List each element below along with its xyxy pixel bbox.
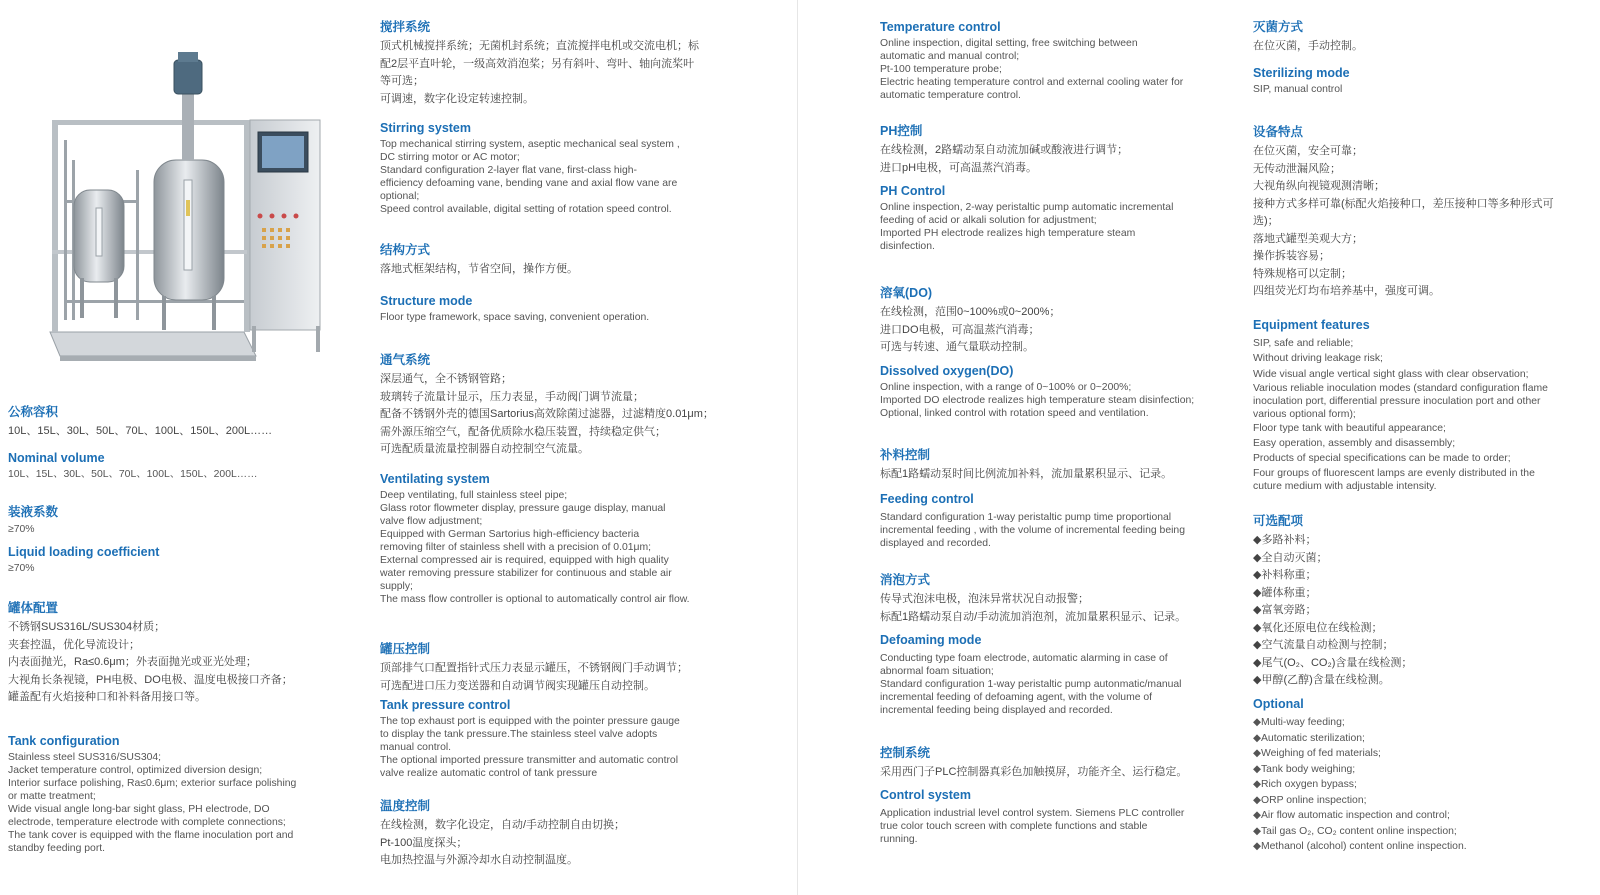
section-heading: 通气系统 — [380, 353, 431, 367]
text-line: Standard configuration 2-layer flat vane, first-class high- — [380, 165, 638, 176]
text-line: 不锈钢SUS316L/SUS304材质； — [8, 621, 166, 633]
section-heading: PH Control — [880, 184, 946, 198]
temp-en-section — [880, 19, 1230, 102]
feed-cn-section — [880, 447, 1230, 484]
list-item: ◆Weighing of fed materials; — [1253, 748, 1381, 759]
text-line: 顶式机械搅拌系统；无菌机封系统；直流搅拌电机或交流电机；标 — [380, 40, 699, 52]
structure-en-section — [380, 293, 725, 324]
list-item: ◆Methanol (alcohol) content online inspection. — [1253, 841, 1467, 852]
text-line: Easy operation, assembly and disassembly; — [1253, 438, 1456, 450]
text-line: ≥70% — [8, 563, 35, 574]
text-line: 在线检测，2路蠕动泵自动流加碱或酸液进行调节； — [880, 144, 1129, 156]
list-item: ◆罐体称重； — [1253, 586, 1317, 599]
text-line: The top exhaust port is equipped with the pointer pressure gauge — [380, 716, 680, 727]
text-line: Electric heating temperature control and external cooling water for — [880, 77, 1184, 88]
text-line: Pt-100 temperature probe; — [880, 64, 1002, 75]
section-heading: 溶氧(DO) — [880, 286, 933, 300]
text-line: incremental feeding of defoaming agent, with the volume of — [880, 692, 1153, 703]
section-heading: Structure mode — [380, 294, 473, 308]
text-line: Standard configuration 1-way peristaltic pump time proportional — [880, 512, 1172, 523]
steril-en-section — [1253, 65, 1588, 96]
text-line: Speed control available, digital setting of rotation speed control. — [380, 204, 672, 215]
text-line: Four groups of fluorescent lamps are evenly distributed in the — [1253, 467, 1535, 479]
section-heading: 可选配项 — [1253, 514, 1304, 528]
column-1 — [8, 0, 353, 895]
foam-cn-section — [880, 572, 1230, 626]
steril-cn-section — [1253, 19, 1588, 56]
text-line: Application industrial level control system. Siemens PLC controller — [880, 808, 1185, 819]
section-heading: 罐压控制 — [380, 642, 431, 656]
optional-cn-section — [1253, 513, 1588, 690]
list-item: ◆Air flow automatic inspection and control; — [1253, 810, 1450, 821]
text-line: running. — [880, 834, 918, 845]
section-heading: 补料控制 — [880, 448, 931, 462]
section-heading: Dissolved oxygen(DO) — [880, 364, 1014, 378]
text-line: External compressed air is required, equipped with high quality — [380, 555, 669, 566]
section-heading: 装液系数 — [8, 505, 59, 519]
text-line: removing filter of stainless shell with a precision of 0.01μm; — [380, 542, 652, 553]
section-heading: PH控制 — [880, 124, 923, 138]
text-line: 特殊规格可以定制； — [1253, 267, 1352, 280]
tank-cn-section — [8, 600, 353, 707]
text-line: SIP, manual control — [1253, 84, 1343, 95]
text-line: disinfection. — [880, 241, 935, 252]
text-line: SIP, safe and reliable; — [1253, 338, 1354, 349]
section-heading: Optional — [1253, 697, 1304, 711]
text-line: 内表面抛光，Ra≤0.6μm；外表面抛光或亚光处理； — [8, 656, 257, 668]
text-line: optional; — [380, 191, 420, 202]
text-line: 进口pH电极，可高温蒸汽消毒。 — [880, 161, 1038, 174]
nominal-volume-cn-section — [8, 404, 353, 441]
text-line: 标配1路蠕动泵时间比例流加补料，流加量累积显示、记录。 — [880, 468, 1173, 480]
list-item: ◆氧化还原电位在线检测； — [1253, 621, 1383, 634]
text-line: Equipped with German Sartorius high-efficiency bacteria — [380, 529, 640, 540]
text-line: 落地式罐型美观大方； — [1253, 232, 1363, 245]
page-fold-divider — [797, 0, 798, 895]
section-heading: 温度控制 — [380, 799, 431, 813]
text-line: 在位灭菌，安全可靠； — [1253, 145, 1363, 157]
text-line: cuture medium with adjustable intensity. — [1253, 480, 1437, 492]
column-3 — [880, 0, 1230, 895]
text-line: Jacket temperature control, optimized diversion design; — [8, 765, 263, 776]
features-cn-section — [1253, 124, 1588, 301]
control-cn-section — [880, 745, 1230, 782]
text-line: 在位灭菌，手动控制。 — [1253, 40, 1363, 52]
text-line: electrode, temperature electrode with complete connections; — [8, 817, 286, 828]
ph-cn-section — [880, 123, 1230, 177]
section-heading: 结构方式 — [380, 243, 431, 257]
text-line: Online inspection, digital setting, free switching between — [880, 38, 1138, 49]
text-line: 等可选； — [380, 75, 424, 87]
vent-en-section — [380, 471, 725, 606]
pressure-cn-section — [380, 641, 725, 695]
list-item: ◆Automatic sterilization; — [1253, 732, 1365, 744]
list-item: ◆尾气(O₂、CO₂)含量在线检测； — [1253, 656, 1413, 669]
nominal-volume-en-section — [8, 450, 353, 481]
text-line: 玻璃转子流量计显示，压力表显，手动阀门调节流量； — [380, 390, 644, 403]
text-line: 采用西门子PLC控制器真彩色加触摸屏，功能齐全、运行稳定。 — [880, 766, 1188, 778]
loading-en-section — [8, 544, 353, 575]
text-line: standby feeding port. — [8, 843, 106, 854]
list-item: ◆甲醇(乙醇)含量在线检测。 — [1253, 674, 1390, 686]
text-line: Imported PH electrode realizes high temperature steam — [880, 228, 1136, 239]
text-line: Deep ventilating, full stainless steel pipe; — [380, 490, 568, 501]
text-line: Products of special specifications can be made to order; — [1253, 453, 1511, 465]
text-line: valve flow adjustment; — [380, 516, 483, 527]
text-line: 配备不锈钢外壳的德国Sartorius高效除菌过滤器，过滤精度0.01μm； — [380, 408, 714, 420]
text-line: or matte treatment; — [8, 791, 96, 802]
text-line: Stainless steel SUS316/SUS304; — [8, 752, 162, 763]
text-line: The optional imported pressure transmitter and automatic control — [380, 755, 679, 766]
text-line: Interior surface polishing, Ra≤0.6μm; exterior surface polishing — [8, 778, 297, 789]
text-line: Top mechanical stirring system, aseptic mechanical seal system , — [380, 139, 680, 150]
section-heading: 搅拌系统 — [380, 20, 431, 34]
do-en-section — [880, 363, 1230, 420]
foam-en-section — [880, 632, 1230, 717]
text-line: supply; — [380, 581, 413, 592]
text-line: automatic and manual control; — [880, 51, 1020, 62]
text-line: incremental feeding being displayed and recorded. — [880, 705, 1113, 716]
text-line: 电加热控温与外源冷却水自动控制温度。 — [380, 854, 578, 866]
text-line: Wide visual angle long-bar sight glass, PH electrode, DO — [8, 804, 270, 815]
text-line: 10L、15L、30L、50L、70L、100L、150L、200L…… — [8, 469, 258, 480]
text-line: valve realize automatic control of tank pressure — [380, 768, 598, 779]
tank-en-section — [8, 733, 353, 855]
text-line: Floor type tank with beautiful appearance; — [1253, 422, 1446, 434]
column-4 — [1253, 0, 1588, 895]
text-line: 可选与转速、通气量联动控制。 — [880, 341, 1034, 353]
list-item: ◆补料称重； — [1253, 569, 1317, 581]
text-line: 在线检测，范围0~100%或0~200%； — [880, 306, 1061, 318]
section-heading: Nominal volume — [8, 451, 105, 465]
optional-en-section — [1253, 696, 1588, 855]
ph-en-section — [880, 183, 1230, 253]
text-line: Pt-100温度探头； — [380, 836, 468, 849]
list-item: ◆空气流量自动检测与控制； — [1253, 639, 1394, 651]
pressure-en-section — [380, 697, 725, 780]
text-line: Online inspection, 2-way peristaltic pump automatic incremental — [880, 202, 1174, 213]
text-line: 罐盖配有火焰接种口和补料备用接口等。 — [8, 691, 206, 703]
section-heading: Temperature control — [880, 20, 1001, 34]
section-heading: Control system — [880, 788, 971, 802]
text-line: true color touch screen with complete functions and stable — [880, 821, 1148, 832]
text-line: feeding of acid or alkali solution for adjustment; — [880, 215, 1097, 226]
list-item: ◆Rich oxygen bypass; — [1253, 779, 1357, 790]
text-line: 夹套控温，优化导流设计； — [8, 638, 140, 651]
text-line: Conducting type foam electrode, automatic alarming in case of — [880, 653, 1168, 664]
do-cn-section — [880, 285, 1230, 357]
text-line: Standard configuration 1-way peristaltic pump autonmatic/manual — [880, 679, 1182, 690]
text-line: water removing pressure stabilizer for continuous and stable air — [380, 568, 672, 579]
text-line: ≥70% — [8, 524, 35, 535]
section-heading: Tank pressure control — [380, 698, 511, 712]
text-line: 可调速，数字化设定转速控制。 — [380, 92, 534, 105]
text-line: Optional, linked control with rotation speed and ventilation. — [880, 408, 1149, 419]
control-en-section — [880, 787, 1230, 846]
list-item: ◆Tank body weighing; — [1253, 763, 1356, 775]
text-line: 落地式框架结构，节省空间，操作方便。 — [380, 263, 578, 275]
section-heading: Defoaming mode — [880, 633, 982, 647]
text-line: to display the tank pressure.The stainless steel valve adopts — [380, 729, 658, 740]
column-2 — [380, 0, 725, 895]
text-line: Floor type framework, space saving, convenient operation. — [380, 312, 650, 323]
text-line: Without driving leakage risk; — [1253, 353, 1383, 365]
section-heading: Sterilizing mode — [1253, 66, 1350, 80]
loading-cn-section — [8, 504, 353, 536]
text-line: 顶部排气口配置指针式压力表显示罐压，不锈钢阀门手动调节； — [380, 662, 688, 674]
text-line: 大视角纵向视镜观测清晰； — [1253, 180, 1385, 192]
section-heading: Equipment features — [1253, 318, 1370, 332]
section-heading: 控制系统 — [880, 746, 931, 760]
text-line: automatic temperature control. — [880, 90, 1021, 101]
text-line: 配2层平直叶轮，一级高效消泡桨；另有斜叶、弯叶、轴向流桨叶 — [380, 57, 695, 70]
text-line: 进口DO电极，可高温蒸汽消毒； — [880, 323, 1040, 336]
text-line: Online inspection, with a range of 0~100% or 0~200%; — [880, 382, 1132, 393]
text-line: The tank cover is equipped with the flame inoculation port and — [8, 830, 294, 841]
text-line: Various reliable inoculation modes (standard configuration flame — [1253, 382, 1548, 394]
section-heading: Ventilating system — [380, 472, 490, 486]
section-heading: 公称容积 — [8, 405, 59, 419]
text-line: 在线检测，数字化设定，自动/手动控制自由切换； — [380, 819, 626, 831]
stirring-en-section — [380, 120, 725, 216]
list-item: ◆多路补料； — [1253, 534, 1317, 546]
text-line: Imported DO electrode realizes high temperature steam disinfection; — [880, 395, 1195, 406]
text-line: 标配1路蠕动泵自动/手动流加消泡剂，流加量累积显示、记录。 — [880, 610, 1187, 623]
list-item: ◆Multi-way feeding; — [1253, 717, 1345, 728]
text-line: Wide visual angle vertical sight glass with clear observation; — [1253, 368, 1529, 380]
text-line: various optional form); — [1253, 408, 1356, 420]
section-heading: Liquid loading coefficient — [8, 545, 160, 559]
text-line: The mass flow controller is optional to automatically control air flow. — [380, 594, 690, 605]
text-line: 10L、15L、30L、50L、70L、100L、150L、200L…… — [8, 425, 273, 437]
text-line: 无传动泄漏风险； — [1253, 162, 1341, 175]
section-heading: Stirring system — [380, 121, 472, 135]
text-line: 传导式泡沫电极，泡沫异常状况自动报警； — [880, 593, 1089, 605]
fermenter-equipment-image — [44, 50, 336, 375]
text-line: Glass rotor flowmeter display, pressure gauge display, manual — [380, 503, 666, 514]
text-line: 深层通气，全不锈钢管路； — [380, 373, 512, 385]
text-line: 操作拆装容易； — [1253, 250, 1330, 262]
features-en-section — [1253, 317, 1588, 493]
text-line: inoculation port, differential pressure inoculation port and other — [1253, 395, 1541, 407]
list-item: ◆ORP online inspection; — [1253, 794, 1367, 806]
feed-en-section — [880, 491, 1230, 550]
temp-cn-section — [380, 798, 725, 870]
text-line: efficiency defoaming vane, bending vane and axial flow vane are — [380, 178, 678, 189]
section-heading: 灭菌方式 — [1253, 20, 1304, 34]
text-line: 大视角长条视镜，PH电极、DO电极、温度电极接口齐备； — [8, 673, 293, 686]
text-line: 可选配进口压力变送器和自动调节阀实现罐压自动控制。 — [380, 679, 655, 692]
section-heading: 设备特点 — [1253, 125, 1304, 139]
stirring-cn-section — [380, 19, 725, 108]
list-item: ◆Tail gas O₂, CO₂ content online inspection; — [1253, 825, 1457, 837]
text-line: manual control. — [380, 742, 452, 753]
text-line: 需外源压缩空气，配备优质除水稳压装置，持续稳定供气； — [380, 425, 666, 438]
text-line: 可选配质量流量控制器自动控制空气流量。 — [380, 443, 589, 455]
text-line: incremental feeding , with the volume of incremental feeding being — [880, 525, 1185, 536]
section-heading: 罐体配置 — [8, 601, 59, 615]
section-heading: Feeding control — [880, 492, 974, 506]
text-line: 选)； — [1253, 215, 1279, 227]
section-heading: Tank configuration — [8, 734, 120, 748]
list-item: ◆全自动灭菌； — [1253, 551, 1328, 564]
text-line: displayed and recorded. — [880, 538, 991, 549]
text-line: DC stirring motor or AC motor; — [380, 152, 520, 163]
vent-cn-section — [380, 352, 725, 459]
list-item: ◆富氧旁路； — [1253, 604, 1317, 616]
section-heading: 消泡方式 — [880, 573, 931, 587]
text-line: abnormal foam situation; — [880, 666, 994, 677]
structure-cn-section — [380, 242, 725, 279]
text-line: 四组荧光灯均布培养基中，强度可调。 — [1253, 285, 1440, 297]
text-line: 接种方式多样可靠(标配火焰接种口，差压接种口等多种形式可 — [1253, 197, 1554, 210]
